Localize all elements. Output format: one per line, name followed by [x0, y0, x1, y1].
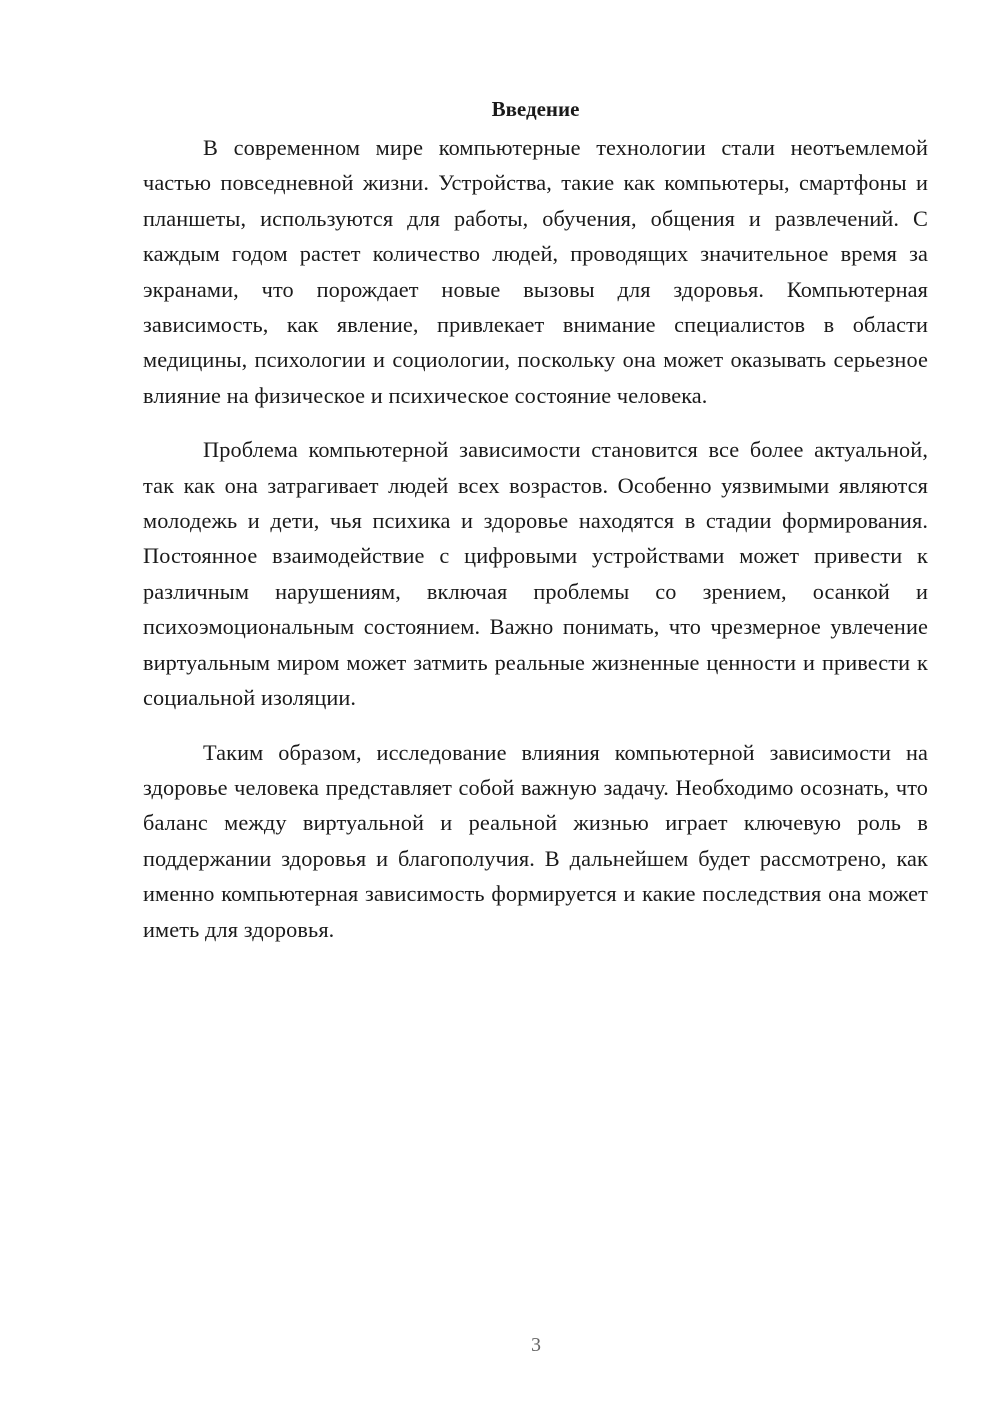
paragraph-3: Таким образом, исследование влияния компьютерной зависимости на здоровье человека представляет собой важную задачу. Необходимо осознать, что баланс между виртуальной и реальной жизнью играет ключевую роль в поддержании здоровья и благополучия. В дальнейшем будет рассмотрено, как именно компьютерная зависимость формируется и какие последствия она может иметь для здоровья.	[143, 739, 928, 942]
paragraph-2: Проблема компьютерной зависимости становится все более актуальной, так как она затрагивает людей всех возрастов. Особенно уязвимыми являются молодежь и дети, чья психика и здоровье находятся в стадии формирования. Постоянное взаимодействие с цифровыми устройствами может привести к различным нарушениям, включая проблемы со зрением, осанкой и психоэмоциональным состоянием. Важно понимать, что чрезмерное увлечение виртуальным миром может затмить реальные жизненные ценности и привести к социальной изоляции.	[143, 437, 928, 711]
page-number: 3	[531, 1334, 541, 1356]
paragraph-1: В современном мире компьютерные технологии стали неотъемлемой частью повседневной жизни. Устройства, такие как компьютеры, смартфоны и планшеты, используются для работы, обучения, общения и развлечений. С каждым годом растет количество людей, проводящих значительное время за экранами, что порождает новые вызовы для здоровья. Компьютерная зависимость, как явление, привлекает внимание специалистов в области медицины, психологии и социологии, поскольку она может оказывать серьезное влияние на физическое и психическое состояние человека.	[143, 135, 928, 408]
section-title: Введение	[491, 97, 580, 121]
document-page	[143, 92, 928, 947]
